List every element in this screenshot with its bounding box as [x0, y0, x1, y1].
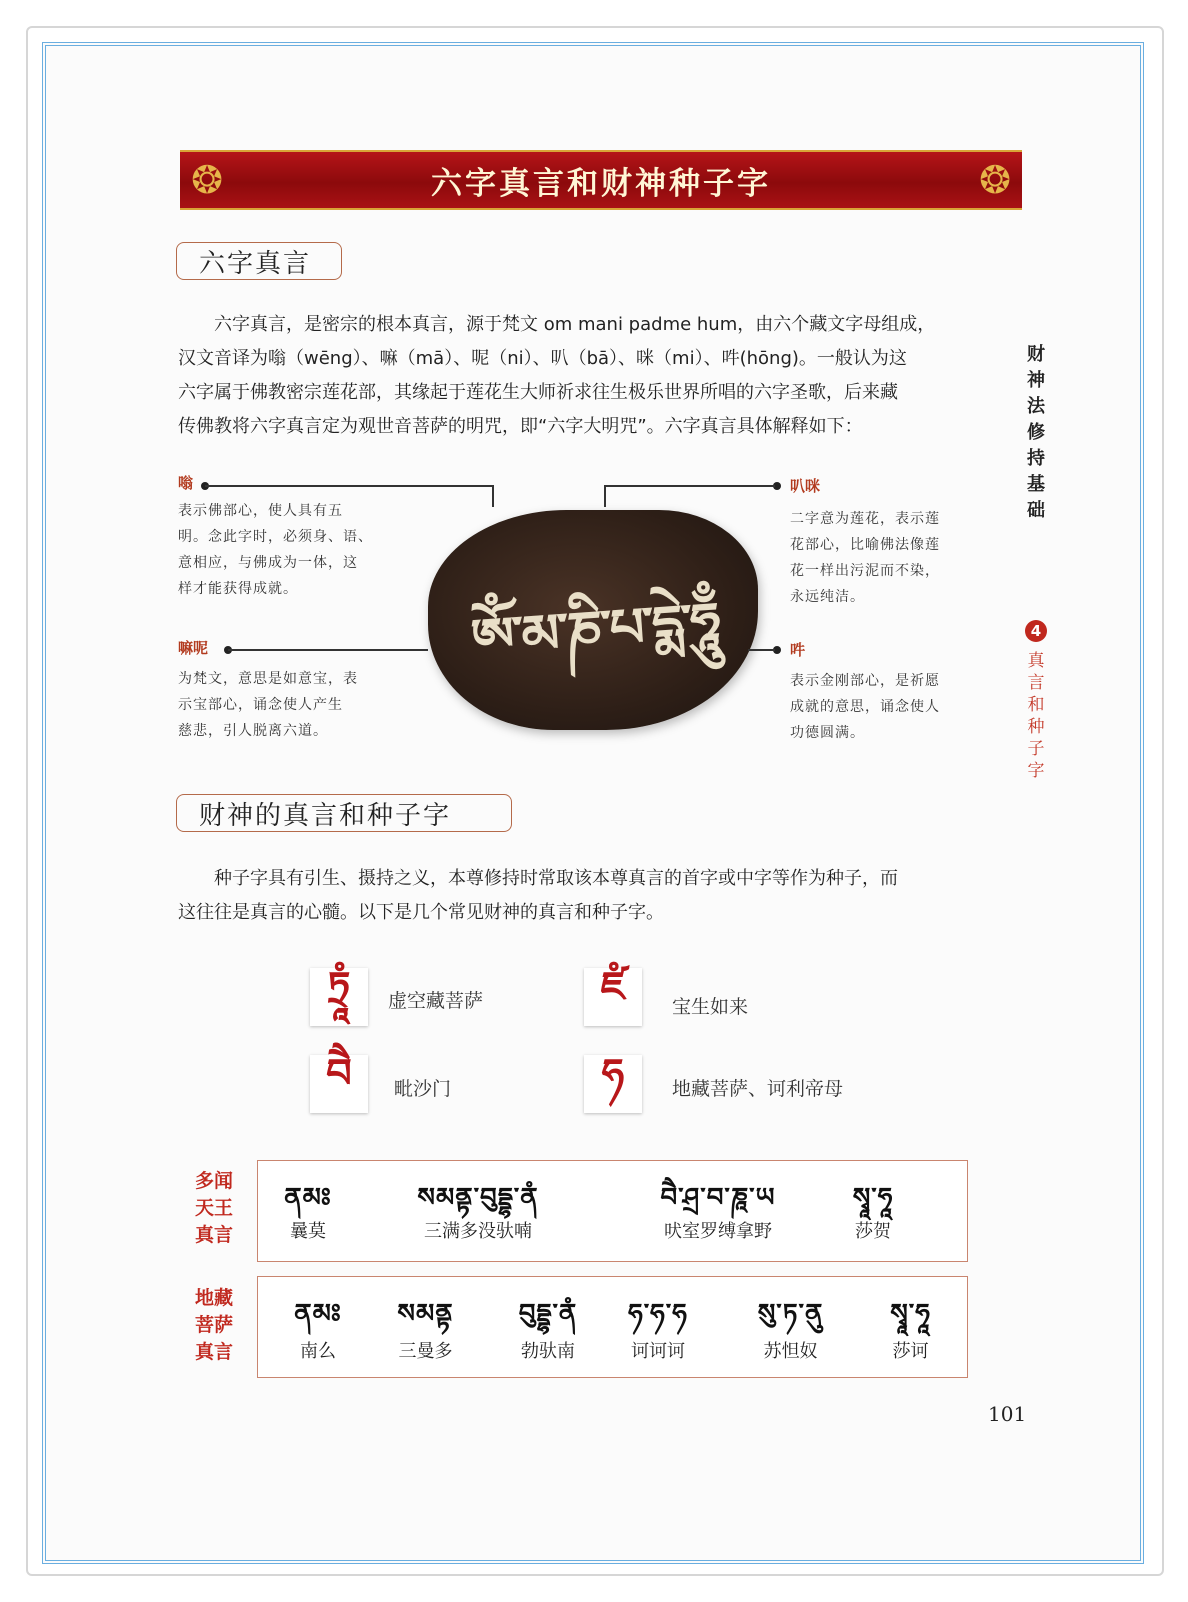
mantra-label-vaisravana	[184, 1168, 244, 1249]
mantra-tibetan: ནམཿ	[284, 1183, 332, 1213]
annotation-line: 花部心，比喻佛法像莲	[790, 537, 940, 553]
mantra-tibetan: སུ་ཏ་ནུ	[757, 1299, 824, 1329]
seed-name-akasagarbha: 虚空藏菩萨	[388, 990, 484, 1012]
page-number: 101	[988, 1402, 1027, 1426]
annotation-line: 表示金刚部心，是祈愿	[790, 673, 940, 689]
mantra-label-ksitigarbha	[184, 1285, 244, 1366]
section-heading-wealth-deity: 财神的真言和种子字	[176, 794, 512, 832]
mantra-chinese: 吠室罗缚拿野	[664, 1221, 772, 1242]
mantra-stone-image	[428, 510, 758, 730]
intro-line: 汉文音译为嗡（wēng）、嘛（mā）、呢（ni）、叭（bā）、咪（mi）、吽(hōng)。一般认为这	[178, 348, 907, 369]
mantra-tibetan: སྭཱ་ཧཱ	[890, 1299, 931, 1329]
seed-glyph-akasagarbha: ཏྲཱཾ	[310, 968, 368, 1026]
mantra-tibetan: ནམཿ	[294, 1299, 342, 1329]
annotation-line: 慈悲，引人脱离六道。	[178, 723, 328, 739]
annotation-line: 明。念此字时，必须身、语、	[178, 529, 373, 545]
mantra-tibetan: བུདྡྷ་ནཾ	[518, 1299, 578, 1329]
connector-line	[748, 649, 775, 651]
side-tab-char: 法	[1027, 396, 1045, 417]
title-banner	[180, 150, 1022, 210]
side-tab-char: 财	[1027, 344, 1045, 365]
mantra-label-line: 地藏	[194, 1287, 233, 1309]
annotation-text-hong	[790, 668, 980, 746]
mantra-tibetan: སྭཱ་ཧཱ	[852, 1183, 894, 1213]
seed-syllable-paragraph	[178, 862, 970, 930]
seed-name-vaisravana: 毗沙门	[394, 1078, 452, 1100]
side-tab-char: 字	[1027, 761, 1045, 781]
side-tab-char: 和	[1027, 695, 1045, 715]
mantra-label-line: 多闻	[194, 1170, 233, 1192]
mantra-table-vaisravana	[257, 1160, 968, 1262]
annotation-line: 功德圆满。	[790, 725, 865, 741]
annotation-line: 样才能获得成就。	[178, 581, 298, 597]
annotation-line: 二字意为莲花，表示莲	[790, 511, 940, 527]
connector-line	[604, 485, 606, 507]
annotation-label-weng: 嗡	[178, 474, 194, 492]
annotation-line: 花一样出污泥而不染，	[790, 563, 940, 579]
mantra-tibetan: སམནྟ	[397, 1299, 454, 1329]
mantra-label-line: 真言	[194, 1224, 233, 1246]
mantra-tibetan: བཻ་ཤྲ་བ་ཎཱ་ཡ	[660, 1183, 776, 1213]
seed-glyph-ksitigarbha: ཧ	[584, 1055, 642, 1113]
mantra-chinese: 莎贺	[855, 1221, 891, 1242]
annotation-label-bami: 叭咪	[790, 477, 821, 495]
mantra-tibetan: ཧ་ཧ་ཧ	[628, 1299, 688, 1329]
mantra-chinese: 勃驮南	[521, 1341, 575, 1362]
mantra-chinese: 曩莫	[290, 1221, 326, 1242]
annotation-line: 表示佛部心，使人具有五	[178, 503, 343, 519]
side-tab-char: 子	[1027, 739, 1045, 759]
connector-line	[605, 485, 775, 487]
annotation-line: 意相应，与佛成为一体，这	[178, 555, 358, 571]
connector-line	[228, 649, 428, 651]
seed-glyph-vaisravana: བཻ	[310, 1055, 368, 1113]
intro-paragraph	[178, 308, 970, 444]
mantra-label-line: 菩萨	[194, 1314, 233, 1336]
connector-line	[205, 485, 493, 487]
side-tab-char: 神	[1027, 370, 1045, 391]
seed-name-ratnasambhava: 宝生如来	[672, 996, 749, 1018]
intro-line: 六字真言，是密宗的根本真言，源于梵文 om mani padme hum，由六个藏文字母组成，	[214, 314, 936, 335]
annotation-line: 为梵文，意思是如意宝，表	[178, 671, 358, 687]
page-title: 六字真言和财神种子字	[431, 165, 771, 202]
side-tab-chapter	[1024, 342, 1048, 524]
stone-carved-glyphs: ༀ་མ་ཎི་པ་དྨེ་ཧཱུྃ	[468, 589, 721, 671]
seed-paragraph-line: 这往往是真言的心髓。以下是几个常见财神的真言和种子字。	[178, 902, 664, 923]
annotation-text-bami	[790, 506, 980, 610]
mantra-tibetan: སམནྟ་བུདྡྷ་ནཾ	[417, 1183, 539, 1213]
mantra-table-ksitigarbha	[257, 1276, 968, 1378]
intro-line: 六字属于佛教密宗莲花部，其缘起于莲花生大师祈求往生极乐世界所唱的六字圣歌，后来藏	[178, 382, 898, 403]
side-tab-char: 言	[1027, 673, 1045, 693]
annotation-text-mani	[178, 666, 388, 744]
mantra-label-line: 真言	[194, 1341, 233, 1363]
mantra-chinese: 诃诃诃	[631, 1341, 685, 1362]
intro-line: 传佛教将六字真言定为观世音菩萨的明咒，即“六字大明咒”。六字真言具体解释如下：	[178, 416, 863, 437]
side-tab-char: 修	[1027, 422, 1045, 443]
mantra-chinese: 三曼多	[398, 1341, 453, 1362]
side-tab-char: 真	[1027, 651, 1045, 671]
annotation-label-hong: 吽	[790, 641, 806, 659]
side-tab-char: 持	[1027, 448, 1045, 469]
side-tab-subchapter	[1024, 650, 1048, 782]
side-tab-char: 基	[1027, 474, 1045, 495]
section-heading-six-syllable: 六字真言	[176, 242, 342, 280]
mantra-chinese: 南么	[300, 1341, 336, 1362]
connector-line	[492, 485, 494, 507]
annotation-line: 永远纯洁。	[790, 589, 865, 605]
annotation-line: 成就的意思，诵念使人	[790, 699, 940, 715]
seed-paragraph-line: 种子字具有引生、摄持之义，本尊修持时常取该本尊真言的首字或中字等作为种子，而	[214, 868, 898, 889]
annotation-line: 示宝部心，诵念使人产生	[178, 697, 343, 713]
annotation-text-weng	[178, 498, 388, 602]
side-tab-char: 种	[1027, 717, 1045, 737]
mantra-chinese: 三满多没驮喃	[424, 1221, 532, 1242]
mantra-label-line: 天王	[194, 1197, 233, 1219]
scroll-ornament-left-icon: ❂	[191, 158, 223, 202]
annotation-label-mani: 嘛呢	[178, 639, 209, 657]
chapter-number-badge: 4	[1025, 620, 1047, 642]
mantra-chinese: 莎诃	[892, 1341, 929, 1362]
mantra-chinese: 苏怛奴	[763, 1341, 818, 1362]
scroll-ornament-right-icon: ❂	[979, 158, 1011, 202]
seed-name-ksitigarbha: 地藏菩萨、诃利帝母	[672, 1078, 844, 1100]
side-tab-char: 础	[1027, 500, 1045, 521]
seed-glyph-ratnasambhava: ཛཾ	[584, 968, 642, 1026]
